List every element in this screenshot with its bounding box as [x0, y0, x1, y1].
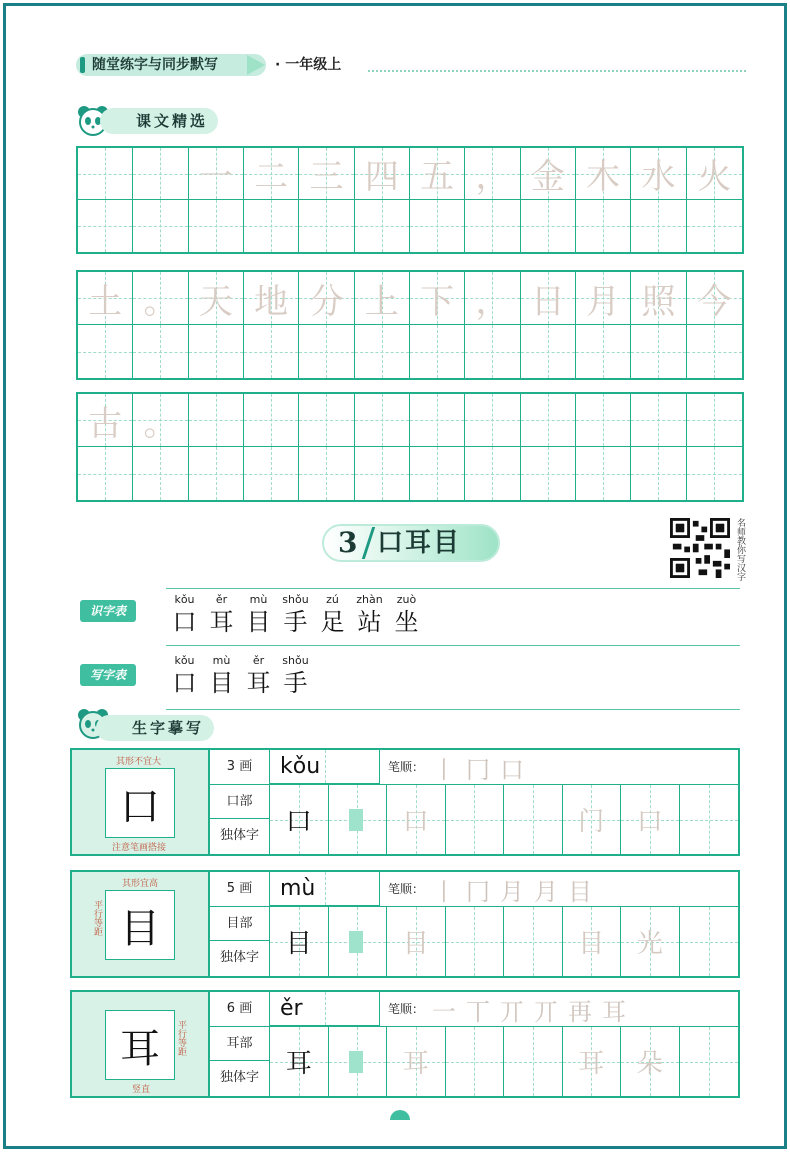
trace-char: 二 [254, 157, 289, 197]
grid-cell [78, 325, 133, 378]
practice-cell[interactable] [621, 1026, 680, 1096]
hanzi: 手 [283, 669, 308, 697]
stroke-step: 目 [568, 877, 592, 906]
pinyin: kǒu [174, 654, 195, 667]
practice-cell[interactable] [504, 784, 563, 854]
grid-cell [355, 148, 410, 199]
practice-cell [270, 1026, 329, 1096]
qr-code-icon[interactable] [670, 518, 730, 578]
header-arrow-icon [247, 55, 265, 75]
practice-cell[interactable] [387, 1026, 446, 1096]
write-line-bottom [166, 709, 740, 710]
practice-block [70, 870, 740, 978]
stroke-count: 3 画 [210, 750, 269, 785]
text-grid-1 [76, 146, 744, 254]
stroke-order [432, 750, 524, 784]
practice-cell [329, 906, 388, 976]
text-grid-3 [76, 392, 744, 502]
book-title: 随堂练字与同步默写 [92, 57, 218, 73]
grid-cell [244, 325, 299, 378]
grid-cell [299, 148, 354, 199]
practice-cell [270, 784, 329, 854]
practice-label: 生字摹写 [96, 715, 214, 741]
stroke-step: 丅 [466, 997, 490, 1026]
info-table [210, 748, 740, 856]
char-item [203, 654, 240, 698]
grid-cell [631, 447, 686, 500]
grid-cell [189, 325, 244, 378]
write-tag: 写字表 [80, 664, 136, 686]
stroke-step: 再 [568, 997, 592, 1026]
grid-cell [687, 200, 742, 252]
trace-char: 目 [402, 929, 429, 959]
recognize-line-bottom [166, 645, 740, 646]
char-item [277, 654, 314, 698]
grid-cell [687, 148, 742, 199]
pinyin: ěr [252, 654, 265, 667]
hanzi: 足 [320, 608, 345, 636]
trace-char: 耳 [578, 1049, 605, 1079]
stroke-step: 冂 [466, 755, 490, 784]
char-item [240, 593, 277, 637]
grid-cell [355, 394, 410, 446]
trace-char: 一 [198, 157, 233, 197]
trace-char: 天 [198, 281, 233, 322]
structure: 独体字 [219, 1070, 259, 1086]
note-side: 平行等距 [176, 1020, 186, 1056]
grid-cell [299, 200, 354, 252]
grid-cell [133, 325, 188, 378]
grid-cell [133, 148, 188, 199]
hanzi: 坐 [394, 608, 419, 636]
highlight-mark [349, 1051, 363, 1073]
grid-cell [410, 394, 465, 446]
structure: 独体字 [219, 950, 259, 966]
trace-char: 门 [578, 807, 605, 837]
practice-cell[interactable] [387, 784, 446, 854]
info-col [210, 750, 270, 854]
grid-cell [78, 272, 133, 324]
trace-char: 五 [420, 157, 455, 197]
hanzi: 耳 [209, 608, 234, 636]
trace-char: 目 [578, 929, 605, 959]
grade-label: · 一年级上 [275, 57, 342, 73]
lesson-number: 3 [338, 526, 358, 559]
grid-cell [410, 148, 465, 199]
grid-cell [133, 447, 188, 500]
char-item [277, 593, 314, 637]
grid-cell [521, 272, 576, 324]
stroke-step: 丌 [500, 997, 524, 1026]
trace-char: 耳 [402, 1049, 429, 1079]
note-bottom: 竖直 [132, 1085, 151, 1095]
trace-char: 火 [697, 157, 732, 197]
char-item [351, 593, 388, 637]
recognize-tag: 识字表 [80, 600, 136, 622]
pinyin: shǒu [282, 593, 309, 606]
info-table [210, 870, 740, 978]
info-col [210, 872, 270, 976]
grid-cell [465, 394, 520, 446]
trace-char: 下 [420, 281, 455, 322]
trace-char: ， [475, 157, 510, 197]
big-char: 目 [285, 929, 312, 959]
trace-char: 水 [641, 157, 676, 197]
info-col [210, 992, 270, 1096]
char-item [203, 593, 240, 637]
grid-cell [189, 272, 244, 324]
practice-cell[interactable] [563, 784, 622, 854]
grid-cell [687, 394, 742, 446]
practice-block [70, 990, 740, 1098]
grid-cell [465, 272, 520, 324]
pinyin-box: kǒu [270, 750, 380, 784]
stroke-step: 丌 [534, 997, 558, 1026]
trace-char: 今 [697, 281, 732, 322]
grid-cell [687, 325, 742, 378]
grid-cell [410, 447, 465, 500]
trace-char: 。 [143, 403, 178, 444]
stroke-step: 耳 [602, 997, 626, 1026]
note-top: 其形宜高 [122, 879, 159, 889]
practice-cell[interactable] [621, 784, 680, 854]
model-char: 耳 [105, 1010, 175, 1080]
hanzi: 目 [246, 608, 271, 636]
stroke-step: 月 [500, 877, 524, 906]
practice-cell[interactable] [563, 906, 622, 976]
pinyin: ěr [215, 593, 228, 606]
trace-char: 金 [530, 157, 565, 197]
note-top: 其形不宜大 [116, 757, 162, 767]
info-table [210, 990, 740, 1098]
grid-cell [299, 394, 354, 446]
section-label-text: 课文精选 [100, 108, 218, 134]
practice-grid [270, 906, 738, 976]
practice-cell[interactable] [680, 906, 739, 976]
grid-cell [410, 272, 465, 324]
recognize-line-top [166, 588, 740, 589]
grid-cell [355, 325, 410, 378]
big-char: 耳 [285, 1049, 312, 1079]
grid-cell [244, 148, 299, 199]
trace-char: 古 [88, 403, 123, 444]
grid-cell [576, 394, 631, 446]
grid-cell [576, 200, 631, 252]
stroke-count: 6 画 [210, 992, 269, 1027]
hanzi: 目 [209, 669, 234, 697]
grid-cell [189, 447, 244, 500]
grid-cell [244, 394, 299, 446]
grid-cell [189, 394, 244, 446]
grid-cell [521, 325, 576, 378]
practice-cell [329, 784, 388, 854]
hanzi: 耳 [246, 669, 271, 697]
radical: 耳部 [210, 1027, 269, 1062]
structure: 独体字 [219, 828, 259, 844]
big-char: 口 [285, 807, 312, 837]
grid-cell [465, 325, 520, 378]
grid-cell [78, 394, 133, 446]
trace-char: 木 [586, 157, 621, 197]
lesson-title: 口耳目 [377, 528, 462, 558]
hanzi: 手 [283, 608, 308, 636]
grid-cell [299, 272, 354, 324]
pinyin: zuò [396, 593, 417, 606]
hanzi: 站 [357, 608, 382, 636]
practice-cell[interactable] [504, 1026, 563, 1096]
grid-cell [687, 447, 742, 500]
highlight-mark [349, 809, 363, 831]
trace-char: 照 [641, 281, 676, 322]
pinyin: kǒu [174, 593, 195, 606]
practice-cell[interactable] [446, 1026, 505, 1096]
pinyin-box: mù [270, 872, 380, 906]
note-side: 平行等距 [92, 900, 102, 936]
stroke-step: 冂 [466, 877, 490, 906]
radical: 目部 [210, 907, 269, 942]
text-grid-2 [76, 270, 744, 380]
stroke-step: 月 [534, 877, 558, 906]
grid-cell [355, 272, 410, 324]
grid-cell [687, 272, 742, 324]
char-item [240, 654, 277, 698]
trace-char: 朵 [636, 1049, 663, 1079]
practice-block [70, 748, 740, 856]
practice-cell[interactable] [504, 906, 563, 976]
stroke-count: 5 画 [210, 872, 269, 907]
grid-cell [244, 447, 299, 500]
practice-cell[interactable] [446, 906, 505, 976]
stroke-step: 丨 [432, 877, 456, 906]
write-items [166, 654, 314, 698]
grid-cell [465, 148, 520, 199]
grid-cell [189, 200, 244, 252]
grid-cell [133, 272, 188, 324]
practice-cell[interactable] [563, 1026, 622, 1096]
trace-char: 四 [364, 157, 399, 197]
radical: 口部 [210, 785, 269, 820]
grid-cell [631, 148, 686, 199]
practice-cell[interactable] [446, 784, 505, 854]
trace-char: 光 [636, 929, 663, 959]
grid-cell [410, 200, 465, 252]
recognize-items [166, 593, 425, 637]
stroke-order-label: 笔顺： [388, 760, 425, 774]
char-item [314, 593, 351, 637]
trace-char: 三 [309, 157, 344, 197]
model-char: 目 [105, 890, 175, 960]
grid-cell [521, 200, 576, 252]
grid-cell [576, 325, 631, 378]
header-divider [368, 70, 746, 72]
trace-char: 。 [143, 281, 178, 322]
practice-cell[interactable] [680, 784, 739, 854]
grid-cell [521, 148, 576, 199]
hanzi: 口 [172, 608, 197, 636]
pinyin: zhàn [356, 593, 383, 606]
grid-cell [299, 447, 354, 500]
grid-cell [133, 394, 188, 446]
grid-cell [133, 200, 188, 252]
trace-char: 口 [636, 807, 663, 837]
grid-cell [576, 148, 631, 199]
hanzi: 口 [172, 669, 197, 697]
trace-char: 口 [402, 807, 429, 837]
stroke-step: 口 [500, 755, 524, 784]
qr-note: 名师教你写汉字 [735, 518, 745, 581]
practice-cell[interactable] [387, 906, 446, 976]
trace-char: 分 [309, 281, 344, 322]
trace-char: 上 [364, 281, 399, 322]
practice-cell[interactable] [621, 906, 680, 976]
pinyin: shǒu [282, 654, 309, 667]
grid-cell [631, 325, 686, 378]
stroke-order [432, 872, 592, 906]
grid-cell [244, 200, 299, 252]
highlight-mark [349, 931, 363, 953]
pinyin: mù [249, 593, 268, 606]
grid-cell [521, 394, 576, 446]
grid-cell [78, 200, 133, 252]
grid-cell [631, 200, 686, 252]
note-bottom: 注意笔画搭接 [112, 843, 167, 853]
grid-cell [465, 447, 520, 500]
grid-cell [576, 272, 631, 324]
pinyin-box: ěr [270, 992, 380, 1026]
grid-cell [355, 200, 410, 252]
trace-char: 日 [530, 281, 565, 322]
grid-cell [576, 447, 631, 500]
stroke-step: 丨 [432, 755, 456, 784]
stroke-order-label: 笔顺： [388, 882, 425, 896]
grid-cell [78, 447, 133, 500]
stroke-order [432, 992, 626, 1026]
grid-cell [631, 394, 686, 446]
grid-cell [521, 447, 576, 500]
header-bar [80, 57, 85, 73]
char-item [388, 593, 425, 637]
grid-cell [244, 272, 299, 324]
practice-grid [270, 1026, 738, 1096]
practice-cell[interactable] [680, 1026, 739, 1096]
grid-cell [78, 148, 133, 199]
grid-cell [465, 200, 520, 252]
trace-char: 月 [586, 281, 621, 322]
practice-cell [270, 906, 329, 976]
pinyin: mù [212, 654, 231, 667]
grid-cell [410, 325, 465, 378]
pinyin: zú [326, 593, 339, 606]
trace-char: 土 [88, 281, 123, 322]
trace-char: 地 [254, 281, 289, 322]
grid-cell [355, 447, 410, 500]
model-char: 口 [105, 768, 175, 838]
stroke-order-label: 笔顺： [388, 1002, 425, 1016]
grid-cell [631, 272, 686, 324]
char-item [166, 654, 203, 698]
practice-grid [270, 784, 738, 854]
trace-char: ， [475, 281, 510, 322]
grid-cell [299, 325, 354, 378]
stroke-step: 一 [432, 997, 456, 1026]
practice-cell [329, 1026, 388, 1096]
grid-cell [189, 148, 244, 199]
char-item [166, 593, 203, 637]
